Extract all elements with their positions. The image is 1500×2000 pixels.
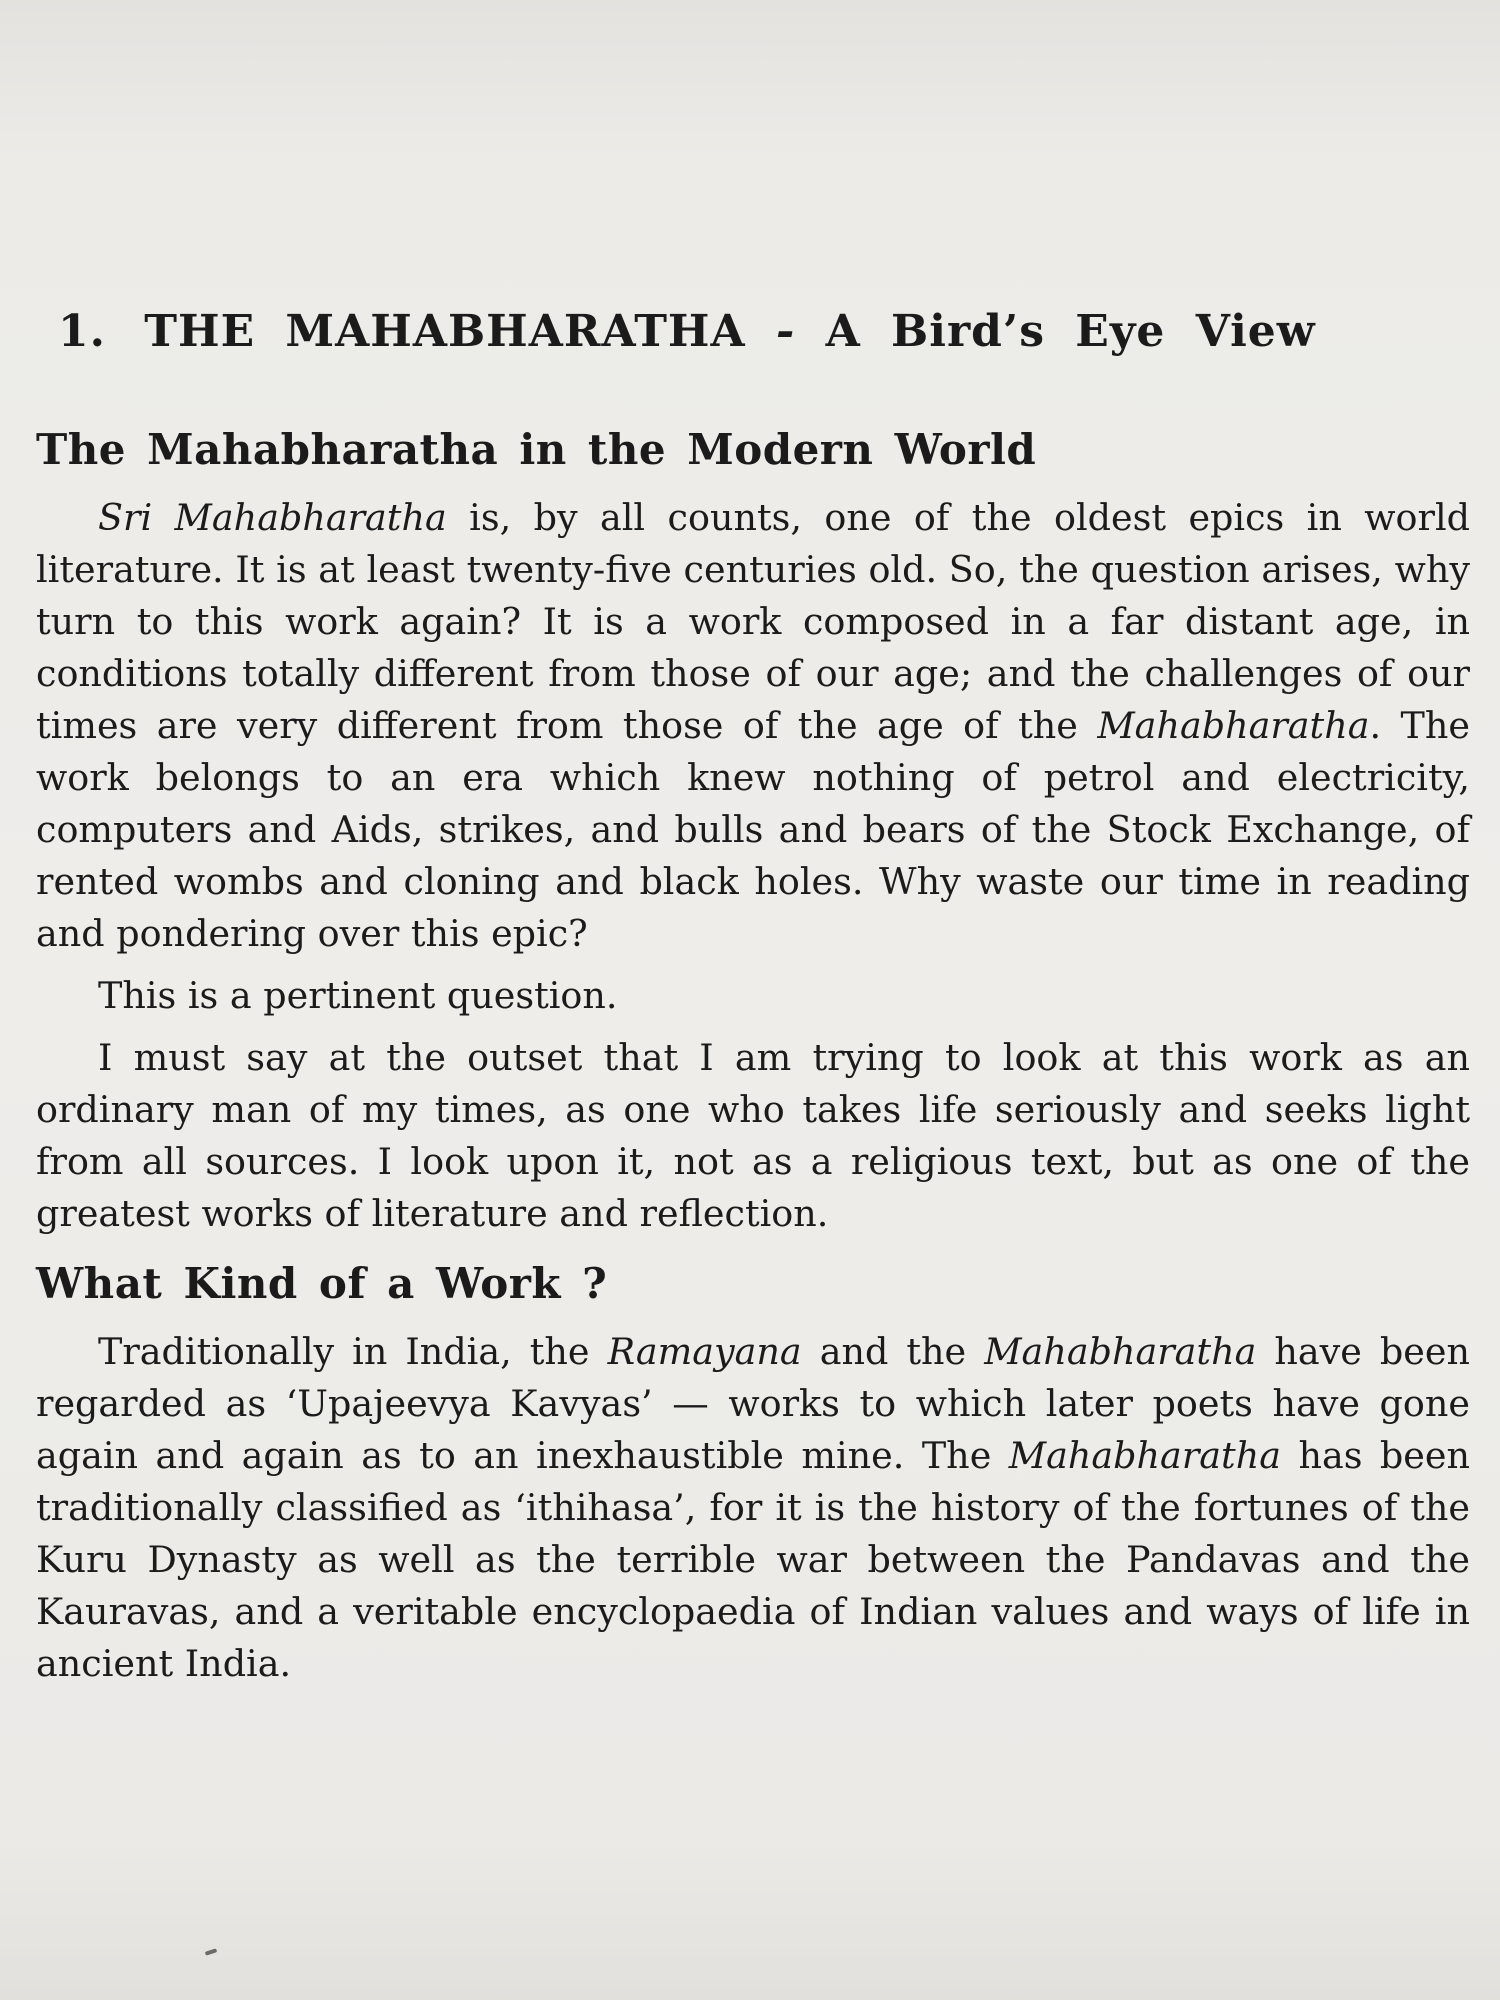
italic-mahabharatha-3: Mahabharatha xyxy=(1008,1434,1281,1477)
paragraph-traditionally-text-b: and the xyxy=(801,1330,985,1373)
paragraph-pertinent-question: This is a pertinent question. xyxy=(98,974,618,1017)
section-heading-what-kind: What Kind of a Work ? xyxy=(36,1259,608,1308)
paragraph-traditionally-text-d: has been traditionally classified as ‘ithihasa’, for it is the history of the fortunes of the Kuru Dynasty as well as the terrible war between the Pandavas and the Kauravas, and a veritable encyclopaedia of Indian values and ways of life in ancient India. xyxy=(36,1434,1470,1685)
paragraph-intro-text-a: is, by all counts, one of the oldest epics in world literature. It is at least twenty-five centuries old. So, the question arises, why turn to this work again? It is a work composed in a far distant age, in conditions totally different from those of our age; and the challenges of our times are very different from those of the age of the xyxy=(36,496,1470,747)
section-heading-modern-world: The Mahabharatha in the Modern World xyxy=(36,425,1037,474)
chapter-title-main: THE MAHABHARATHA xyxy=(144,306,746,357)
italic-sri-mahabharatha: Sri Mahabharatha xyxy=(98,496,447,539)
ink-mark xyxy=(205,1948,218,1956)
paragraph-traditionally xyxy=(36,1326,1470,1690)
italic-mahabharatha-2: Mahabharatha xyxy=(984,1330,1257,1373)
paragraph-traditionally-text-c: have been regarded as ‘Upajeevya Kavyas’ — works to which later poets have gone again and again as to an inexhaustible mine. The xyxy=(36,1330,1471,1477)
paragraph-intro-text-b: . The work belongs to an era which knew nothing of petrol and electricity, computers and Aids, strikes, and bulls and bears of the Stock Exchange, of rented wombs and cloning and black holes. Why waste our time in reading and pondering over this epic? xyxy=(36,704,1470,955)
italic-mahabharatha: Mahabharatha xyxy=(1097,704,1370,747)
chapter-number: 1. xyxy=(58,306,106,357)
chapter-title-dash: - xyxy=(775,306,796,357)
paragraph-outset: I must say at the outset that I am trying to look at this work as an ordinary man of my times, as one who takes life seriously and seeks light from all sources. I look upon it, not as a religious text, but as one of the greatest works of literature and reflection. xyxy=(36,1036,1470,1235)
page-content xyxy=(36,300,1470,1690)
italic-ramayana: Ramayana xyxy=(607,1330,802,1373)
chapter-subtitle: A Bird’s Eye View xyxy=(825,306,1316,357)
paragraph-intro xyxy=(36,492,1470,960)
chapter-title xyxy=(58,300,1470,364)
paragraph-traditionally-text-a: Traditionally in India, the xyxy=(98,1330,608,1373)
